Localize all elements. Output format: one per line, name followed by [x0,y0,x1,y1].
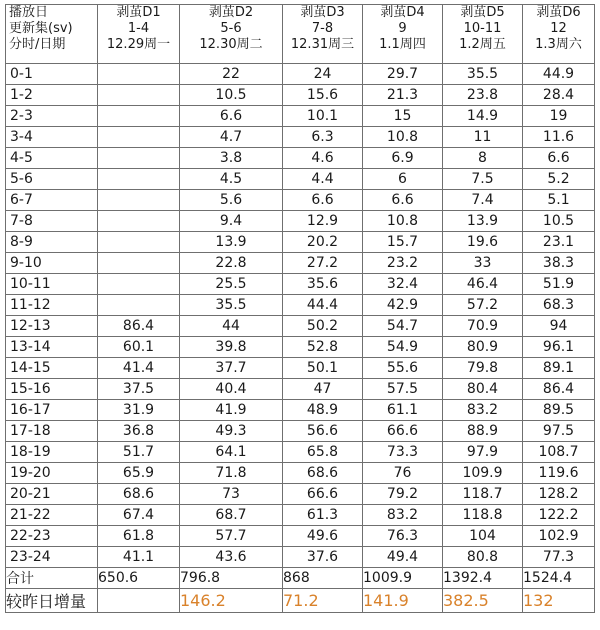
table-row [6,421,595,442]
value-cell: 15.7 [363,232,443,253]
value-cell: 41.9 [180,400,283,421]
value-cell: 13.9 [180,232,283,253]
value-cell: 73.3 [363,442,443,463]
value-cell: 73 [180,484,283,505]
value-cell [98,211,180,232]
column-name: 剥茧D1 [116,5,161,20]
column-date: 1.1周四 [379,37,426,52]
value-cell: 96.1 [523,337,595,358]
value-cell: 97.9 [443,442,523,463]
column-date: 12.29周一 [106,37,171,52]
total-row [6,568,595,589]
value-cell: 37.7 [180,358,283,379]
total-cell: 1392.4 [443,568,523,589]
value-cell: 7.4 [443,190,523,211]
value-cell: 48.9 [283,400,363,421]
column-header-d6 [523,5,595,64]
value-cell: 51.7 [98,442,180,463]
total-cell: 650.6 [98,568,180,589]
value-cell: 42.9 [363,295,443,316]
value-cell: 10.8 [363,211,443,232]
table-row [6,64,595,85]
value-cell: 65.9 [98,463,180,484]
column-header-d5 [443,5,523,64]
value-cell: 57.5 [363,379,443,400]
value-cell [98,169,180,190]
value-cell: 33 [443,253,523,274]
value-cell: 6.6 [283,190,363,211]
value-cell: 9.4 [180,211,283,232]
column-date: 1.3周六 [535,37,582,52]
value-cell: 43.6 [180,547,283,568]
table-row [6,379,595,400]
value-cell: 128.2 [523,484,595,505]
value-cell: 97.5 [523,421,595,442]
value-cell: 40.4 [180,379,283,400]
value-cell: 10.1 [283,106,363,127]
value-cell: 60.1 [98,337,180,358]
column-header-d4 [363,5,443,64]
value-cell: 61.1 [363,400,443,421]
column-name: 剥茧D4 [380,5,425,20]
table-row [6,484,595,505]
table-row [6,85,595,106]
value-cell: 6.6 [363,190,443,211]
value-cell: 15 [363,106,443,127]
value-cell: 118.8 [443,505,523,526]
column-date: 12.31周三 [290,37,355,52]
value-cell: 44.9 [523,64,595,85]
value-cell: 6.6 [523,148,595,169]
column-name: 剥茧D2 [208,5,254,20]
column-name: 剥茧D3 [300,5,345,20]
increase-cell: 71.2 [283,589,363,613]
total-cell: 868 [283,568,363,589]
value-cell: 4.5 [180,169,283,190]
value-cell: 52.8 [283,337,363,358]
value-cell: 89.5 [523,400,595,421]
column-header-d2 [180,5,283,64]
value-cell: 83.2 [443,400,523,421]
table-header [6,5,595,64]
value-cell: 66.6 [283,484,363,505]
column-header-d3 [283,5,363,64]
table-body [6,64,595,568]
value-cell: 83.2 [363,505,443,526]
value-cell [98,232,180,253]
value-cell [98,190,180,211]
value-cell: 61.3 [283,505,363,526]
table-row [6,211,595,232]
value-cell: 68.7 [180,505,283,526]
value-cell: 10.5 [180,85,283,106]
value-cell: 76 [363,463,443,484]
value-cell: 76.3 [363,526,443,547]
value-cell: 79.8 [443,358,523,379]
hour-cell: 19-20 [6,463,98,484]
value-cell: 68.6 [98,484,180,505]
table-row [6,358,595,379]
column-name: 剥茧D5 [460,5,505,20]
value-cell: 35.5 [443,64,523,85]
hour-cell: 6-7 [6,190,98,211]
table-row [6,169,595,190]
table-row [6,148,595,169]
value-cell: 68.6 [283,463,363,484]
table-row [6,295,595,316]
value-cell: 12.9 [283,211,363,232]
value-cell: 4.4 [283,169,363,190]
column-name: 剥茧D6 [536,5,581,20]
hour-cell: 20-21 [6,484,98,505]
value-cell: 104 [443,526,523,547]
ratings-table [5,4,595,613]
hour-cell: 16-17 [6,400,98,421]
table-row [6,400,595,421]
hour-cell: 22-23 [6,526,98,547]
value-cell: 24 [283,64,363,85]
value-cell: 51.9 [523,274,595,295]
total-label: 合计 [6,568,98,589]
value-cell: 13.9 [443,211,523,232]
value-cell: 31.9 [98,400,180,421]
value-cell: 70.9 [443,316,523,337]
value-cell: 44 [180,316,283,337]
value-cell: 46.4 [443,274,523,295]
value-cell: 32.4 [363,274,443,295]
hour-cell: 18-19 [6,442,98,463]
hour-cell: 1-2 [6,85,98,106]
value-cell: 3.8 [180,148,283,169]
value-cell: 57.7 [180,526,283,547]
value-cell: 66.6 [363,421,443,442]
value-cell: 23.8 [443,85,523,106]
value-cell [98,106,180,127]
value-cell: 61.8 [98,526,180,547]
value-cell: 14.9 [443,106,523,127]
hour-cell: 11-12 [6,295,98,316]
value-cell: 6 [363,169,443,190]
hour-cell: 4-5 [6,148,98,169]
increase-cell [98,589,180,613]
value-cell: 64.1 [180,442,283,463]
table-row [6,463,595,484]
column-episodes: 12 [550,21,567,36]
value-cell: 6.6 [180,106,283,127]
hour-cell: 13-14 [6,337,98,358]
value-cell [98,64,180,85]
value-cell: 37.6 [283,547,363,568]
table-row [6,106,595,127]
table-row [6,274,595,295]
value-cell: 5.1 [523,190,595,211]
column-date: 1.2周五 [459,37,506,52]
hour-cell: 8-9 [6,232,98,253]
column-date: 12.30周二 [199,37,263,52]
value-cell: 4.7 [180,127,283,148]
table-row [6,190,595,211]
value-cell: 65.8 [283,442,363,463]
value-cell: 6.9 [363,148,443,169]
table-row [6,232,595,253]
value-cell: 88.9 [443,421,523,442]
hour-cell: 5-6 [6,169,98,190]
hour-cell: 9-10 [6,253,98,274]
value-cell: 39.8 [180,337,283,358]
corner-label-hour-date: 分时/日期 [9,37,66,52]
value-cell: 47 [283,379,363,400]
total-cell: 796.8 [180,568,283,589]
value-cell: 55.6 [363,358,443,379]
value-cell: 68.3 [523,295,595,316]
value-cell: 27.2 [283,253,363,274]
value-cell: 23.1 [523,232,595,253]
hour-cell: 15-16 [6,379,98,400]
increase-row [6,589,595,613]
column-episodes: 5-6 [220,21,242,36]
table-row [6,526,595,547]
value-cell: 67.4 [98,505,180,526]
hour-cell: 23-24 [6,547,98,568]
value-cell: 10.8 [363,127,443,148]
table-row [6,316,595,337]
table-row [6,253,595,274]
hour-cell: 10-11 [6,274,98,295]
value-cell: 79.2 [363,484,443,505]
value-cell: 80.9 [443,337,523,358]
table-row [6,547,595,568]
value-cell: 35.5 [180,295,283,316]
increase-cell: 382.5 [443,589,523,613]
value-cell: 38.3 [523,253,595,274]
value-cell: 23.2 [363,253,443,274]
value-cell: 80.4 [443,379,523,400]
value-cell: 22 [180,64,283,85]
column-episodes: 9 [398,21,407,36]
value-cell: 6.3 [283,127,363,148]
total-cell: 1009.9 [363,568,443,589]
value-cell: 8 [443,148,523,169]
value-cell: 118.7 [443,484,523,505]
value-cell: 71.8 [180,463,283,484]
value-cell: 119.6 [523,463,595,484]
value-cell: 5.2 [523,169,595,190]
value-cell: 29.7 [363,64,443,85]
value-cell: 54.7 [363,316,443,337]
value-cell: 41.1 [98,547,180,568]
hour-cell: 7-8 [6,211,98,232]
column-episodes: 1-4 [127,21,150,36]
corner-label-episodes: 更新集(sv) [9,21,73,36]
value-cell: 94 [523,316,595,337]
total-cell: 1524.4 [523,568,595,589]
value-cell: 108.7 [523,442,595,463]
value-cell: 10.5 [523,211,595,232]
table-row [6,337,595,358]
value-cell [98,127,180,148]
value-cell [98,148,180,169]
value-cell: 86.4 [98,316,180,337]
value-cell: 11 [443,127,523,148]
value-cell: 56.6 [283,421,363,442]
value-cell: 57.2 [443,295,523,316]
value-cell: 19.6 [443,232,523,253]
corner-label-play-day: 播放日 [9,5,49,20]
table-row [6,127,595,148]
hour-cell: 0-1 [6,64,98,85]
value-cell: 35.6 [283,274,363,295]
value-cell: 50.2 [283,316,363,337]
hour-cell: 14-15 [6,358,98,379]
value-cell: 7.5 [443,169,523,190]
hour-cell: 12-13 [6,316,98,337]
value-cell [98,274,180,295]
value-cell: 28.4 [523,85,595,106]
increase-cell: 146.2 [180,589,283,613]
value-cell: 22.8 [180,253,283,274]
value-cell: 15.6 [283,85,363,106]
value-cell: 80.8 [443,547,523,568]
value-cell: 50.1 [283,358,363,379]
column-header-d1 [98,5,180,64]
value-cell: 20.2 [283,232,363,253]
value-cell: 21.3 [363,85,443,106]
value-cell: 102.9 [523,526,595,547]
hour-cell: 3-4 [6,127,98,148]
value-cell: 11.6 [523,127,595,148]
value-cell [98,253,180,274]
value-cell: 89.1 [523,358,595,379]
table-footer [6,568,595,613]
value-cell: 41.4 [98,358,180,379]
value-cell: 44.4 [283,295,363,316]
value-cell: 25.5 [180,274,283,295]
increase-cell: 141.9 [363,589,443,613]
value-cell: 86.4 [523,379,595,400]
value-cell: 4.6 [283,148,363,169]
increase-label: 较昨日增量 [6,589,98,613]
hour-cell: 2-3 [6,106,98,127]
value-cell: 54.9 [363,337,443,358]
value-cell: 49.4 [363,547,443,568]
corner-header-cell [6,5,98,64]
table-row [6,505,595,526]
value-cell: 5.6 [180,190,283,211]
value-cell [98,295,180,316]
hour-cell: 21-22 [6,505,98,526]
column-episodes: 10-11 [463,21,502,36]
hour-cell: 17-18 [6,421,98,442]
value-cell: 36.8 [98,421,180,442]
value-cell: 19 [523,106,595,127]
column-episodes: 7-8 [311,21,334,36]
value-cell [98,85,180,106]
table-row [6,442,595,463]
header-row [6,5,595,64]
value-cell: 77.3 [523,547,595,568]
value-cell: 37.5 [98,379,180,400]
value-cell: 122.2 [523,505,595,526]
increase-cell: 132 [523,589,595,613]
value-cell: 109.9 [443,463,523,484]
value-cell: 49.6 [283,526,363,547]
value-cell: 49.3 [180,421,283,442]
